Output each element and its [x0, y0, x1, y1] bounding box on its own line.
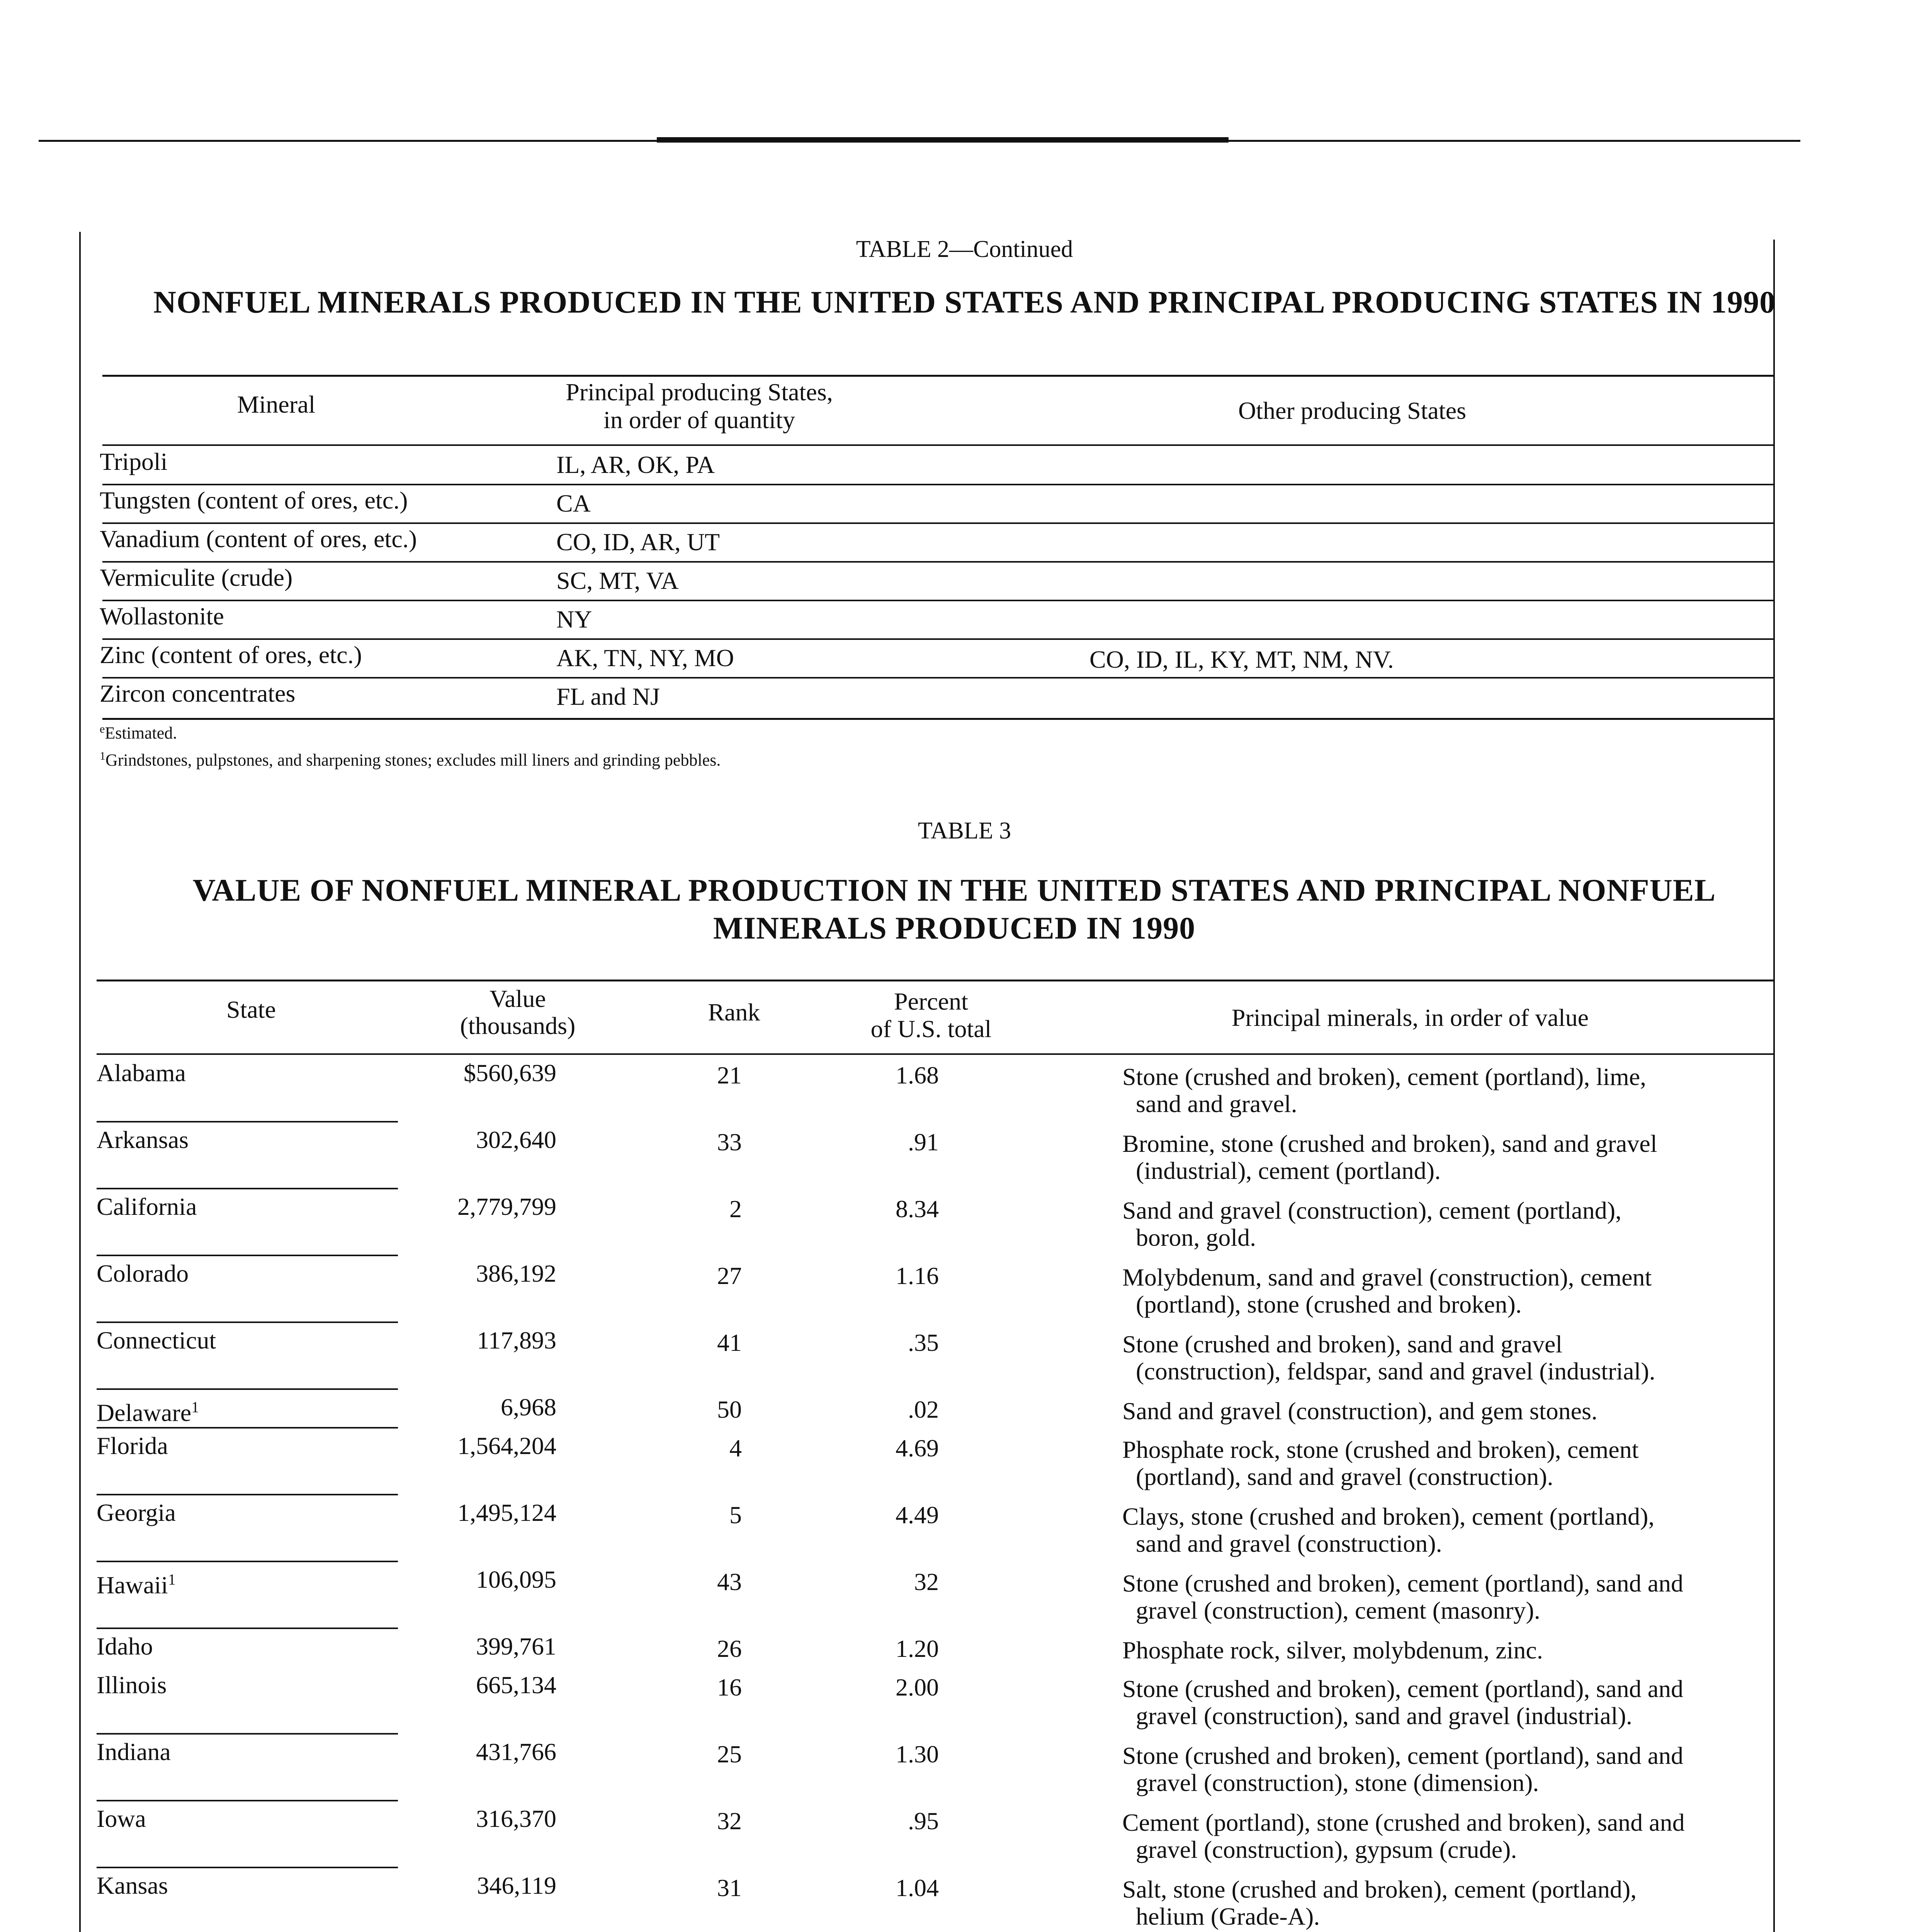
- table3-state-rule: [97, 1628, 398, 1629]
- table2-row-rule: [102, 638, 1773, 640]
- table3-value: 1,564,204: [457, 1432, 556, 1459]
- table2-header-principal-1: Principal producing States,: [566, 378, 833, 406]
- table2-header-principal-2: in order of quantity: [603, 406, 795, 434]
- table3-state: [97, 1671, 167, 1699]
- table2-other: CO, ID, IL, KY, MT, NM, NV.: [1089, 646, 1394, 673]
- footnote-1-mark: 1: [100, 750, 105, 762]
- table3-minerals-line2: sand and gravel (construction).: [1136, 1530, 1442, 1557]
- table3-title-line1: VALUE OF NONFUEL MINERAL PRODUCTION IN THE UNITED STATES AND PRINCIPAL NONFUEL: [192, 872, 1716, 908]
- table3-minerals-line2: gravel (construction), sand and gravel (industrial).: [1136, 1702, 1632, 1730]
- table3-minerals-line1: Molybdenum, sand and gravel (construction), cement: [1122, 1264, 1652, 1291]
- table3-percent: 8.34: [896, 1195, 939, 1223]
- table2-bottom-rule: [102, 718, 1773, 720]
- table3-minerals-line1: Stone (crushed and broken), cement (portland), sand and: [1122, 1742, 1683, 1769]
- table3-minerals-line2: (portland), stone (crushed and broken).: [1136, 1291, 1522, 1318]
- table3-state: [97, 1126, 189, 1154]
- table2-principal: IL, AR, OK, PA: [556, 451, 715, 478]
- table3-header-percent-2: of U.S. total: [870, 1015, 992, 1043]
- table2-principal: NY: [556, 605, 592, 633]
- table3-top-rule: [97, 980, 1773, 981]
- table3-minerals-line1: Stone (crushed and broken), cement (portland), sand and: [1122, 1570, 1683, 1597]
- table3-caption: TABLE 3: [918, 818, 1011, 844]
- state-name: Delaware: [97, 1399, 192, 1427]
- table3-state-rule: [97, 1733, 398, 1735]
- state-name: California: [97, 1193, 197, 1220]
- table3-rank: 25: [717, 1740, 742, 1768]
- table3-state: [97, 1059, 186, 1087]
- table3-percent: 1.04: [896, 1874, 939, 1901]
- table3-state: [97, 1393, 199, 1427]
- state-name: Iowa: [97, 1805, 146, 1832]
- table3-rank: 32: [717, 1807, 742, 1835]
- left-margin-rule: [79, 232, 81, 1932]
- table2-mineral: Tripoli: [100, 448, 168, 475]
- table3-state: [97, 1565, 176, 1599]
- table3-title-line2: MINERALS PRODUCED IN 1990: [713, 910, 1196, 946]
- state-name: Hawaii: [97, 1571, 168, 1599]
- table3-state-rule: [97, 1800, 398, 1801]
- table3-rank: 41: [717, 1329, 742, 1356]
- table3-header-state: State: [226, 996, 276, 1023]
- table3-state: [97, 1871, 168, 1900]
- table2-row-rule: [102, 600, 1773, 601]
- table3-minerals-line1: Phosphate rock, silver, molybdenum, zinc.: [1122, 1636, 1543, 1664]
- table3-state: [97, 1738, 171, 1766]
- table2-principal: CA: [556, 490, 591, 517]
- table2-mineral: Zircon concentrates: [100, 680, 296, 707]
- table3-value: 2,779,799: [457, 1193, 556, 1220]
- table3-percent: 32: [914, 1568, 939, 1595]
- table3-state-rule: [97, 1494, 398, 1495]
- state-name: Alabama: [97, 1059, 186, 1087]
- table3-value: 316,370: [476, 1805, 556, 1832]
- table3-minerals-line2: gravel (construction), cement (masonry).: [1136, 1597, 1540, 1624]
- footnote-1-text: Grindstones, pulpstones, and sharpening stones; excludes mill liners and grinding pebbles.: [105, 750, 721, 770]
- table3-value: 106,095: [476, 1566, 556, 1593]
- table3-percent: 1.20: [896, 1635, 939, 1662]
- table3-header-rank: Rank: [708, 998, 760, 1026]
- table2-title: NONFUEL MINERALS PRODUCED IN THE UNITED STATES AND PRINCIPAL PRODUCING STATES IN 1990: [153, 284, 1776, 320]
- table3-state-rule: [97, 1427, 398, 1429]
- table2-mineral: Zinc (content of ores, etc.): [100, 641, 362, 668]
- table2-caption: TABLE 2—Continued: [856, 236, 1073, 262]
- table3-minerals-line2: (construction), feldspar, sand and gravel (industrial).: [1136, 1357, 1655, 1385]
- table3-minerals-line2: gravel (construction), gypsum (crude).: [1136, 1836, 1517, 1863]
- table3-state-rule: [97, 1388, 398, 1390]
- table2-mineral: Wollastonite: [100, 602, 224, 630]
- table2-row-rule: [102, 561, 1773, 563]
- table3-rank: 4: [729, 1434, 742, 1462]
- table3-minerals-line1: Sand and gravel (construction), and gem stones.: [1122, 1397, 1598, 1425]
- table3-state-rule: [97, 1121, 398, 1122]
- state-name: Illinois: [97, 1671, 167, 1699]
- table3-header-minerals: Principal minerals, in order of value: [1231, 1004, 1589, 1031]
- table3-minerals-line2: (industrial), cement (portland).: [1136, 1157, 1441, 1184]
- table3-value: 6,968: [501, 1393, 556, 1421]
- table2-principal: AK, TN, NY, MO: [556, 644, 734, 672]
- table2-mineral: Vermiculite (crude): [100, 564, 293, 591]
- table3-state-rule: [97, 1188, 398, 1189]
- table3-state-rule: [97, 1867, 398, 1868]
- table2-row-rule: [102, 522, 1773, 524]
- table3-rank: 5: [729, 1501, 742, 1529]
- state-footnote-mark: 1: [191, 1398, 199, 1416]
- table3-percent: 1.16: [896, 1262, 939, 1289]
- state-name: Georgia: [97, 1499, 176, 1526]
- table3-rank: 2: [729, 1195, 742, 1223]
- table3-minerals-line1: Bromine, stone (crushed and broken), sand and gravel: [1122, 1130, 1657, 1157]
- table3-header-value-2: (thousands): [460, 1012, 576, 1039]
- table2-mineral: Vanadium (content of ores, etc.): [100, 525, 417, 553]
- table3-value: 431,766: [476, 1738, 556, 1765]
- table3-rank: 50: [717, 1396, 742, 1423]
- table3-title: [155, 871, 1754, 947]
- table3-minerals-line1: Clays, stone (crushed and broken), cement (portland),: [1122, 1503, 1655, 1530]
- table3-header-rule: [97, 1053, 1773, 1055]
- table3-value: 386,192: [476, 1260, 556, 1287]
- state-name: Connecticut: [97, 1327, 216, 1354]
- table2-header-mineral: Mineral: [237, 391, 316, 418]
- footnote-e-mark: e: [100, 723, 105, 735]
- state-name: Arkansas: [97, 1126, 189, 1153]
- table2-footnote-1: [100, 750, 721, 770]
- table3-state: [97, 1432, 168, 1460]
- right-margin-rule: [1773, 240, 1775, 1932]
- table3-minerals-line1: Stone (crushed and broken), sand and gravel: [1122, 1330, 1563, 1358]
- table3-state: [97, 1326, 216, 1355]
- table3-rank: 43: [717, 1568, 742, 1595]
- footnote-e-text: Estimated.: [105, 723, 177, 743]
- table3-percent: .95: [908, 1807, 939, 1835]
- table3-value: $560,639: [464, 1059, 556, 1087]
- table3-state: [97, 1498, 176, 1527]
- table2-row-rule: [102, 484, 1773, 485]
- table3-header-value-1: Value: [489, 985, 546, 1012]
- table3-rank: 31: [717, 1874, 742, 1901]
- table3-percent: 1.68: [896, 1061, 939, 1089]
- table3-state-rule: [97, 1561, 398, 1562]
- table3-minerals-line1: Cement (portland), stone (crushed and broken), sand and: [1122, 1809, 1685, 1836]
- state-name: Kansas: [97, 1872, 168, 1899]
- table3-minerals-line1: Sand and gravel (construction), cement (portland),: [1122, 1197, 1621, 1224]
- table3-value: 399,761: [476, 1633, 556, 1660]
- state-name: Indiana: [97, 1738, 171, 1765]
- table2-footnote-estimated: [100, 723, 177, 743]
- table3-minerals-line1: Phosphate rock, stone (crushed and broken), cement: [1122, 1436, 1639, 1463]
- table2-header-other: Other producing States: [1238, 397, 1467, 424]
- table3-minerals-line1: Salt, stone (crushed and broken), cement (portland),: [1122, 1876, 1637, 1903]
- table3-minerals-line2: sand and gravel.: [1136, 1090, 1297, 1117]
- table3-minerals-line1: Stone (crushed and broken), cement (portland), lime,: [1122, 1063, 1646, 1090]
- state-name: Florida: [97, 1432, 168, 1459]
- table3-percent: .91: [908, 1128, 939, 1156]
- table3-minerals-line1: Stone (crushed and broken), cement (portland), sand and: [1122, 1675, 1683, 1702]
- table2-principal: FL and NJ: [556, 683, 660, 710]
- state-name: Idaho: [97, 1633, 153, 1660]
- table3-header-percent-1: Percent: [894, 988, 968, 1015]
- table3-value: 1,495,124: [457, 1499, 556, 1526]
- page-top-heavy-rule: [657, 137, 1229, 143]
- table3-state: [97, 1259, 189, 1288]
- table3-percent: .02: [908, 1396, 939, 1423]
- table2-principal: CO, ID, AR, UT: [556, 528, 720, 556]
- table3-rank: 27: [717, 1262, 742, 1289]
- table3-percent: 2.00: [896, 1673, 939, 1701]
- table3-percent: 4.69: [896, 1434, 939, 1462]
- table3-value: 665,134: [476, 1671, 556, 1699]
- table2-principal: SC, MT, VA: [556, 567, 679, 594]
- table2-mineral: Tungsten (content of ores, etc.): [100, 486, 408, 514]
- table3-state-rule: [97, 1321, 398, 1323]
- table2-row-rule: [102, 677, 1773, 679]
- table3-value: 346,119: [477, 1872, 556, 1899]
- table3-percent: .35: [908, 1329, 939, 1356]
- state-name: Colorado: [97, 1260, 189, 1287]
- table3-rank: 33: [717, 1128, 742, 1156]
- table3-rank: 21: [717, 1061, 742, 1089]
- table3-minerals-line2: helium (Grade-A).: [1136, 1903, 1320, 1930]
- table3-minerals-line2: gravel (construction), stone (dimension).: [1136, 1769, 1539, 1796]
- table3-state-rule: [97, 1255, 398, 1256]
- table3-value: 117,893: [477, 1327, 556, 1354]
- table3-state: [97, 1804, 146, 1833]
- table3-percent: 1.30: [896, 1740, 939, 1768]
- table3-value: 302,640: [476, 1126, 556, 1153]
- table3-rank: 26: [717, 1635, 742, 1662]
- table3-rank: 16: [717, 1673, 742, 1701]
- table3-state: [97, 1632, 153, 1661]
- table3-percent: 4.49: [896, 1501, 939, 1529]
- state-footnote-mark: 1: [168, 1571, 176, 1588]
- table2-header-rule: [102, 444, 1773, 446]
- table3-minerals-line2: boron, gold.: [1136, 1224, 1256, 1251]
- table2-top-rule: [102, 375, 1773, 377]
- table3-minerals-line2: (portland), sand and gravel (construction).: [1136, 1463, 1553, 1490]
- table3-state: [97, 1192, 197, 1221]
